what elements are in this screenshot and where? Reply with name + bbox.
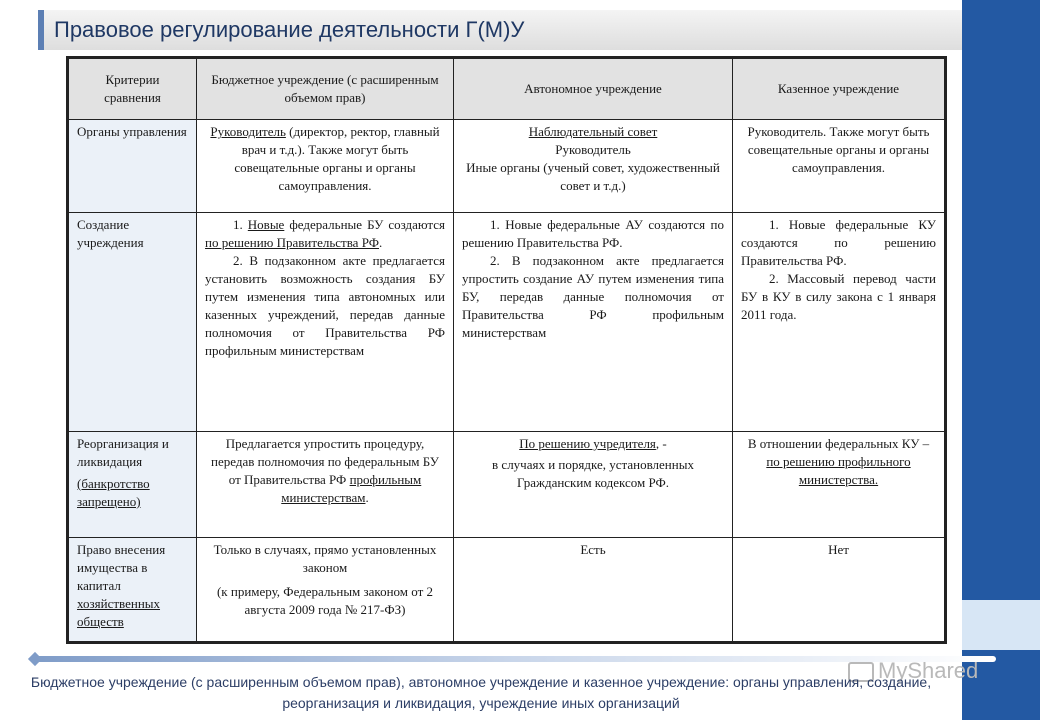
table-row-management — [68, 120, 946, 212]
text-underlined: по решению Правительства РФ — [205, 234, 379, 250]
text: , - — [655, 435, 667, 451]
text-underlined: Наблюдательный совет — [528, 124, 658, 140]
text: (директор, ректор, главный врач и т.д.). Также могут быть совещательные органы и органы самоуправления. — [234, 124, 440, 194]
cell-capital-autonomous: Есть — [454, 538, 733, 643]
text: в случаях и порядке, установленных Гражданским кодексом РФ. — [492, 456, 694, 490]
text-underlined: Руководитель — [210, 124, 286, 140]
text-underlined: хозяйственных обществ — [77, 596, 161, 630]
text: Руководитель — [555, 142, 631, 158]
cell-creation-state — [733, 212, 946, 431]
cell-reorg-autonomous — [454, 431, 733, 538]
header-state: Казенное учреждение — [733, 58, 946, 120]
paragraph — [462, 435, 724, 453]
paragraph: 2. В подзаконном акте предлагается упростить создание АУ путем изменения типа БУ, передав данные полномочия от Правительства РФ профильным министерствам — [462, 252, 724, 340]
text: . — [365, 489, 369, 505]
right-accent-light-band — [962, 600, 1040, 650]
text: 1. — [233, 216, 248, 232]
slide-title: Правовое регулирование деятельности Г(М)У — [54, 17, 525, 42]
cell-creation-budget — [197, 212, 454, 431]
text-underlined: профильным министерствам — [281, 471, 422, 505]
paragraph: 2. Массовый перевод части БУ в КУ в силу закона с 1 января 2011 года. — [741, 270, 936, 322]
paragraph: 1. Новые федеральные АУ создаются по решению Правительства РФ. — [462, 216, 724, 250]
text-underlined: По решению учредителя — [519, 435, 656, 451]
cell-reorg-budget — [197, 431, 454, 538]
comparison-table — [66, 56, 947, 644]
text: Предлагается упростить процедуру, передав полномочия по федеральным БУ от Правительства РФ — [211, 435, 439, 487]
header-autonomous: Автономное учреждение — [454, 58, 733, 120]
text: . — [378, 234, 383, 250]
cell-creation-autonomous — [454, 212, 733, 431]
right-accent-stripe — [962, 0, 1040, 720]
watermark-text: MyShared — [878, 658, 979, 683]
slide-caption: Бюджетное учреждение (с расширенным объемом прав), автономное учреждение и казенное учреждение: органы управления, создание, реорганизация и ликвидация, учреждение иных организаций — [30, 674, 932, 711]
text: Реорганизация и ликвидация — [77, 435, 169, 469]
cell-management-autonomous — [454, 120, 733, 212]
row-label-capital — [68, 538, 197, 643]
paragraph: 1. Новые федеральные КУ создаются по решению Правительства РФ. — [741, 216, 936, 268]
text: Право внесения имущества в капитал — [77, 542, 166, 594]
text-underlined: по решению профильного министерства. — [766, 453, 911, 487]
row-label-reorganization — [68, 431, 197, 538]
cell-management-state: Руководитель. Также могут быть совещательные органы и органы самоуправления. — [733, 120, 946, 212]
text: В отношении федеральных КУ – — [747, 435, 930, 451]
text: Иные органы (ученый совет, художественный совет и т.д.) — [466, 160, 720, 194]
paragraph: 2. В подзаконном акте предлагается установить возможность создания БУ путем изменения типа автономных или казенных учреждений, передав данные полномочия от Правительства РФ профильным министерствам — [205, 252, 445, 358]
cell-capital-state: Нет — [733, 538, 946, 643]
table-header-row — [68, 58, 946, 120]
row-label-management: Органы управления — [68, 120, 197, 212]
paragraph — [205, 216, 445, 252]
table-row-reorganization — [68, 431, 946, 538]
title-bar — [38, 10, 962, 50]
table-row-creation — [68, 212, 946, 431]
cell-capital-budget — [197, 538, 454, 643]
cell-management-budget — [197, 120, 454, 212]
table-row-capital — [68, 538, 946, 643]
row-label-creation: Создание учреждения — [68, 212, 197, 431]
paragraph: (к примеру, Федеральным законом от 2 августа 2009 года № 217-ФЗ) — [216, 584, 434, 618]
text-underlined: Новые — [247, 216, 285, 232]
cell-reorg-state — [733, 431, 946, 538]
paragraph: Только в случаях, прямо установленных законом — [213, 542, 437, 576]
header-budget: Бюджетное учреждение (с расширенным объемом прав) — [197, 58, 454, 120]
text-underlined: (банкротство запрещено) — [77, 475, 150, 509]
header-criteria: Критерии сравнения — [68, 58, 197, 120]
text: федеральные БУ создаются — [284, 216, 445, 232]
